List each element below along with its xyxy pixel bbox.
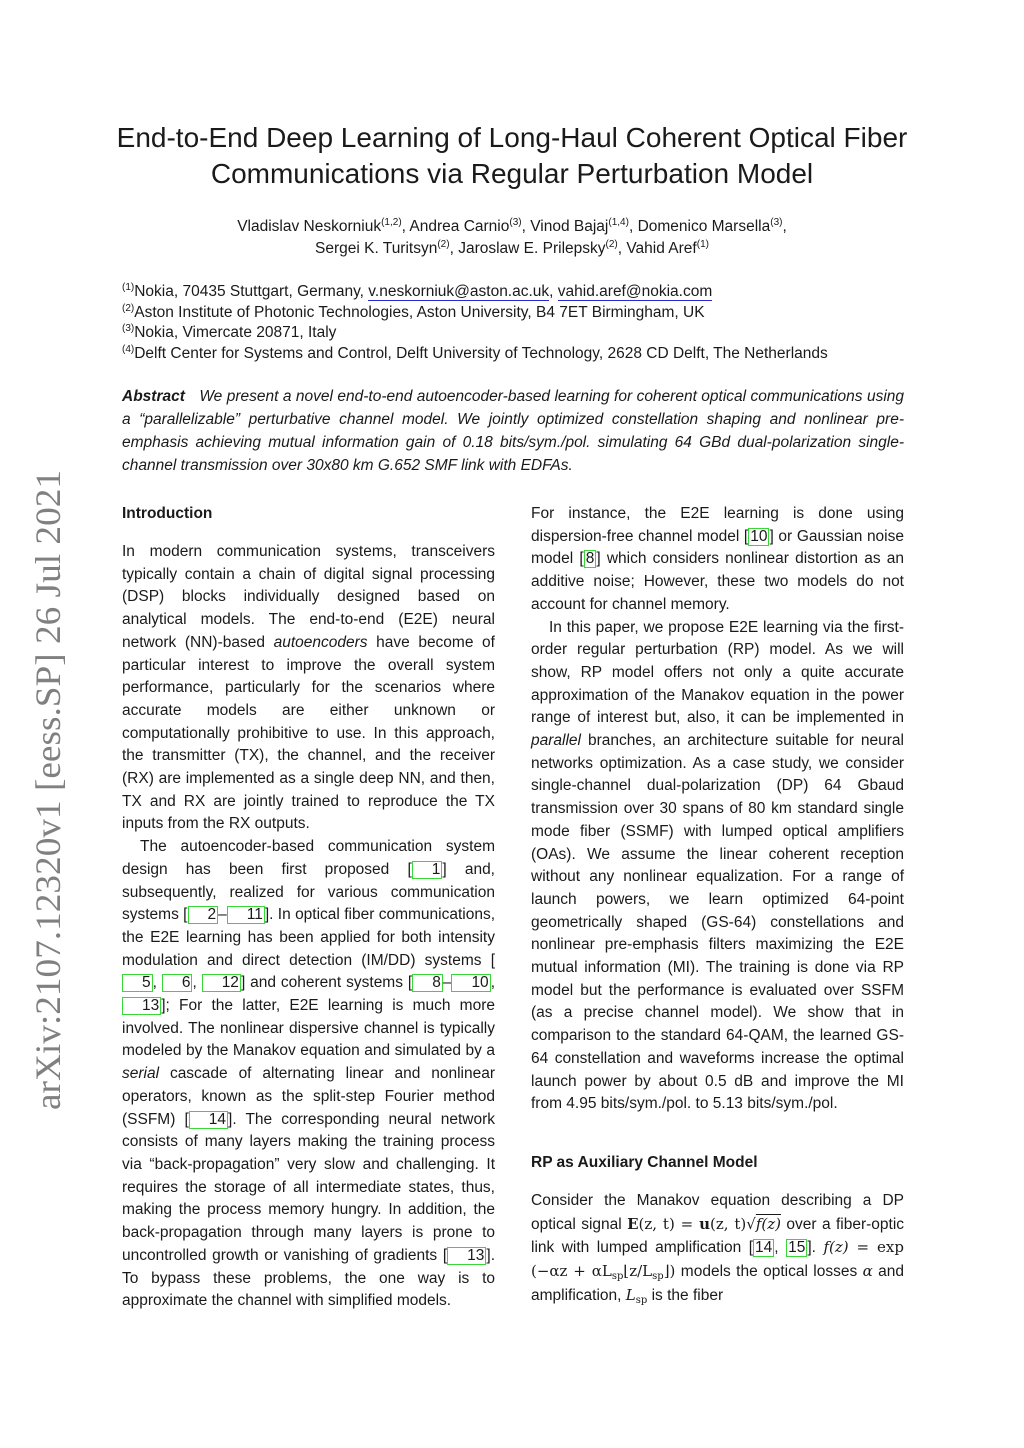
author-list	[100, 216, 924, 260]
right-paragraph-1: For instance, the E2E learning is done using dispersion-free channel model [ 10 ] or Gaussian noise model [ 8 ] which considers nonlinear distortion as an additive noise; However, these two models do not account for channel memory.	[531, 505, 904, 613]
citation-link[interactable]: 14	[189, 1111, 228, 1129]
citation-link[interactable]: 5	[122, 974, 153, 992]
citation-link[interactable]: 13	[122, 997, 161, 1015]
affiliation-4: $^{(4)}$Delft Center for Systems and Control, Delft University of Technology, 2628 CD Delft, The Netherlands	[122, 343, 828, 362]
author-affil-sup: (2)	[605, 239, 618, 250]
citation-link[interactable]: 12	[202, 974, 241, 992]
author-affil-sup: (3)	[770, 217, 783, 228]
citation-link[interactable]: 8	[585, 550, 595, 568]
paper-title	[100, 120, 924, 192]
left-column	[122, 503, 495, 1313]
author-name: Domenico Marsella	[637, 218, 771, 235]
right-column	[531, 503, 904, 1308]
abstract	[122, 385, 904, 477]
arxiv-stamp-text: arXiv:2107.12320v1 [eess.SP] 26 Jul 2021	[28, 492, 68, 1110]
citation-link[interactable]: 13	[447, 1247, 486, 1265]
citation-link[interactable]: 8	[412, 974, 443, 992]
author-affil-sup: (1,4)	[608, 217, 629, 228]
author-line-2: Sergei K. Turitsyn$^{(2)}$, Jaroslaw E. Prilepsky$^{(2)}$, Vahid Aref$^{(1)}$	[315, 239, 709, 257]
email-link-neskorniuk[interactable]: v.neskorniuk@aston.ac.uk	[368, 283, 550, 300]
author-affil-sup: (1)	[696, 239, 709, 250]
title-line-2: Communications via Regular Perturbation Model	[210, 158, 814, 189]
citation-link[interactable]: 15	[788, 1239, 806, 1257]
citation-link[interactable]: 2	[188, 906, 219, 924]
author-affil-sup: (3)	[509, 217, 522, 228]
affiliations	[122, 282, 912, 364]
eq-bold-u: u	[699, 1214, 710, 1233]
author-name: Sergei K. Turitsyn	[315, 240, 438, 257]
author-name: Vinod Bajaj	[530, 218, 609, 235]
section-heading-introduction: Introduction	[122, 505, 213, 522]
affiliation-2: $^{(2)}$Aston Institute of Photonic Technologies, Aston University, B4 7ET Birmingham, UK	[122, 302, 705, 321]
abstract-heading: Abstract	[122, 388, 185, 405]
affiliation-1: $^{(1)}$Nokia, 70435 Stuttgart, Germany, v.neskorniuk@aston.ac.uk, vahid.aref@nokia.com	[122, 282, 713, 300]
author-name: Vahid Aref	[626, 240, 697, 257]
citation-link[interactable]: 10	[750, 527, 768, 545]
right-paragraph-2: In this paper, we propose E2E learning via the first-order regular perturbation (RP) model. As we will show, RP model offers not only a quite accurate approximation of the Manakov equation in the power range of interest but, also, it can be implemented in parallel branches, an architecture suitable for neural networks optimization. As a case study, we consider single-channel dual-polarization (DP) 64 Gbaud transmission over 30 spans of 80 km standard single mode fiber (SSMF) with lumped optical amplifiers (OAs). We assume the linear coherent reception without any nonlinear equalization. For a range of launch powers, we learn optimized 64-point geometrically shaped (GS-64) constellations and nonlinear pre-emphasis filters maximizing the E2E mutual information (MI). The training is done via RP model but the performance is evaluated over SSFM (as a precise channel model). We show that in comparison to the standard 64-QAM, the learned GS-64 constellation and waveforms increase the optimal launch power by about 0.5 dB and improve the MI from 4.95 bits/sym./pol. to 5.13 bits/sym./pol.	[531, 618, 904, 1113]
affiliation-3: $^{(3)}$Nokia, Vimercate 20871, Italy	[122, 323, 337, 341]
author-line-1: Vladislav Neskorniuk$^{(1,2)}$, Andrea Carnio$^{(3)}$, Vinod Bajaj$^{(1,4)}$, Domenico Marsella$^{(3)}$,	[237, 217, 787, 235]
intro-paragraph-1: In modern communication systems, transceivers typically contain a chain of digital signal processing (DSP) blocks individually designed based on analytical models. The end-to-end (E2E) neural network (NN)-based autoencoders have become of particular interest to improve the overall system performance, particularly for the scenarios where accurate models are either unknown or computationally prohibitive to use. In this approach, the transmitter (TX), the channel, and the receiver (RX) are implemented as a single deep NN, and then, TX and RX are jointly trained to reproduce the TX inputs from the RX outputs.	[122, 543, 495, 833]
author-name: Jaroslaw E. Prilepsky	[458, 240, 606, 257]
intro-paragraph-2: The autoencoder-based communication system design has been first proposed [ 1 ] and, subsequently, realized for various communication systems [ 2 – 11 ]. In optical fiber communications, the E2E learning has been applied for both intensity modulation and direct detection (IM/DD) systems [5 , 6 , 12 ] and coherent systems [ 8 – 10 , 13 ]; For the latter, E2E learning is much more involved. The nonlinear dispersive channel is typically modeled by the Manakov equation and simulated by a serial cascade of alternating linear and nonlinear operators, known as the split-step Fourier method (SSFM) [ 14 ]. The corresponding neural network consists of many layers making the training process via “back-propagation” very slow and challenging. It requires the storage of all intermediate states, thus, making the process memory hungry. In addition, the back-propagation through many layers is prone to uncontrolled growth or vanishing of gradients [ 13 ]. To bypass these problems, the one way is to approximate the channel with simplified models.	[122, 838, 495, 1310]
right-paragraph-3: Consider the Manakov equation describing a DP optical signal E(z, t) = u(z, t)√f(z) over a fiber-optic link with lumped amplification [ 14 , 15 ]. $f(z) = \exp (-\alpha z + \alpha L_{sp}⌊z/L_{sp}⌋)$ models the optical losses α and amplification, $L_{sp}$ is the fiber	[531, 1191, 905, 1306]
author-name: Vladislav Neskorniuk	[237, 218, 382, 235]
email-link-aref[interactable]: vahid.aref@nokia.com	[557, 283, 713, 300]
arxiv-stamp	[28, 460, 70, 1110]
citation-link[interactable]: 11	[227, 906, 265, 924]
title-line-1: End-to-End Deep Learning of Long-Haul Coherent Optical Fiber	[116, 122, 908, 153]
author-affil-sup: (2)	[437, 239, 450, 250]
author-name: Andrea Carnio	[409, 218, 510, 235]
abstract-text: We present a novel end-to-end autoencoder-based learning for coherent optical communications using a “parallelizable” perturbative channel model. We jointly optimized constellation shaping and nonlinear pre-emphasis achieving mutual information gain of 0.18 bits/sym./pol. simulating 64 GBd dual-polarization single-channel transmission over 30x80 km G.652 SMF link with EDFAs.	[122, 388, 905, 474]
citation-link[interactable]: 1	[412, 861, 443, 879]
citation-link[interactable]: 10	[451, 974, 490, 992]
citation-link[interactable]: 14	[755, 1239, 773, 1257]
citation-link[interactable]: 6	[162, 974, 193, 992]
eq-bold-E: E	[627, 1214, 639, 1233]
section-heading-rp-model: RP as Auxiliary Channel Model	[531, 1153, 758, 1171]
author-affil-sup: (1,2)	[381, 217, 402, 228]
